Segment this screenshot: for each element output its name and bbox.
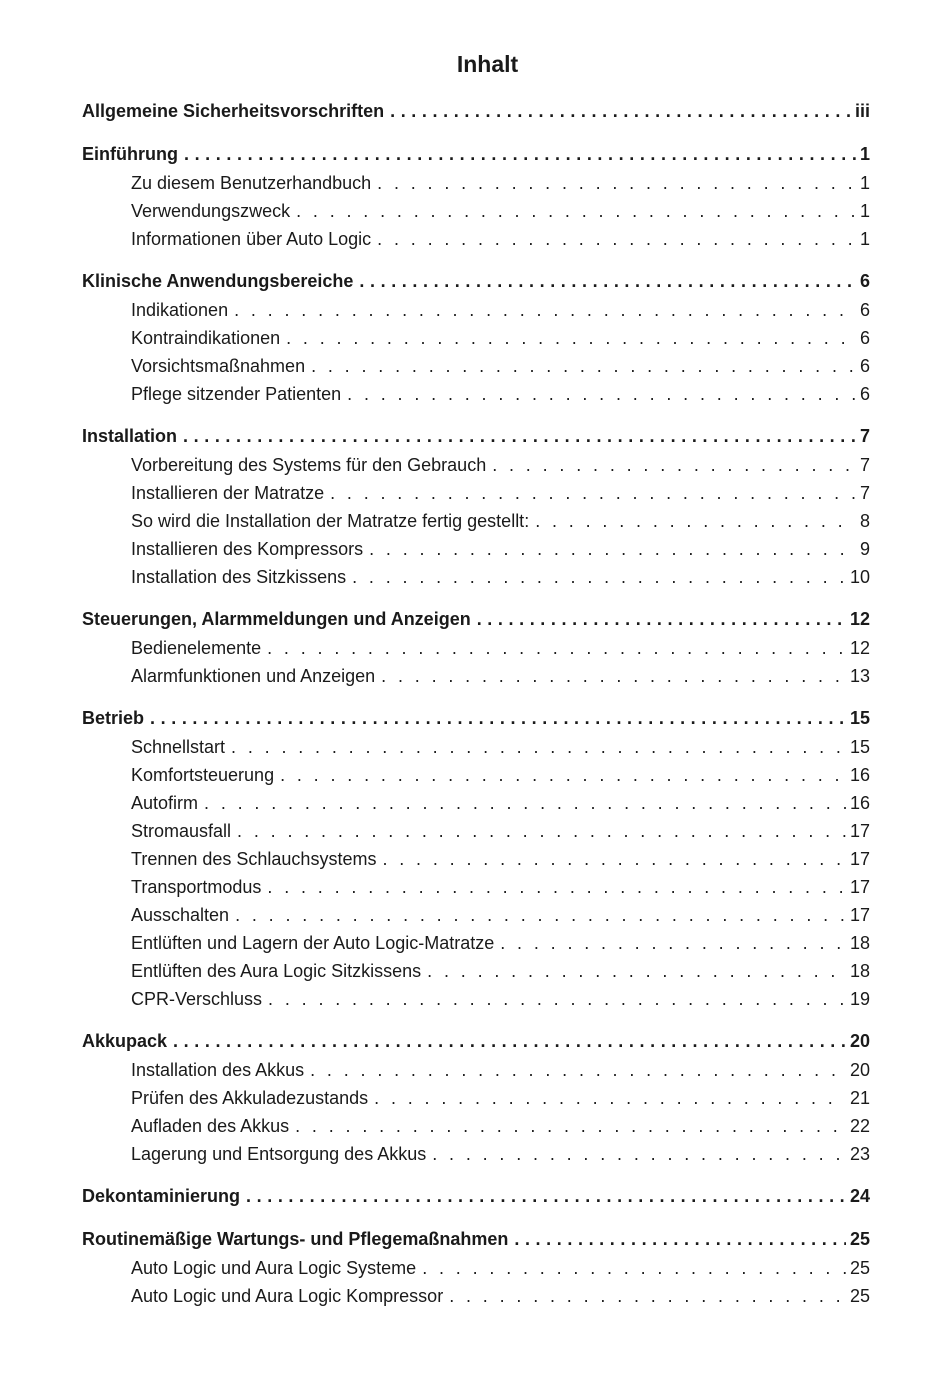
dot-leader <box>492 451 856 479</box>
toc-subsection-title: CPR-Verschluss <box>131 989 263 1009</box>
toc-subsection-title: Auto Logic und Aura Logic Systeme <box>131 1258 417 1278</box>
toc-chapter-title: Installation <box>82 426 178 446</box>
toc-page-number: 6 <box>859 356 870 376</box>
toc-subsection-title: Alarmfunktionen und Anzeigen <box>131 666 376 686</box>
toc-subsection-title: Pflege sitzender Patienten <box>131 384 342 404</box>
toc-entry-subsection[interactable] <box>82 563 870 591</box>
toc-entry-subsection[interactable] <box>82 225 870 253</box>
toc-entry-subsection[interactable] <box>82 789 870 817</box>
toc-chapter-title: Allgemeine Sicherheitsvorschriften <box>82 101 385 121</box>
dot-leader <box>296 197 856 225</box>
dot-leader <box>150 703 846 733</box>
toc-subsection-title: Trennen des Schlauchsystems <box>131 849 377 869</box>
toc-entry-subsection[interactable] <box>82 901 870 929</box>
toc-page-number: 1 <box>859 173 870 193</box>
toc-subsection-title: Stromausfall <box>131 821 232 841</box>
toc-entry-subsection[interactable] <box>82 479 870 507</box>
toc-page-number: 16 <box>849 765 870 785</box>
toc-page-number: 7 <box>859 455 870 475</box>
toc-subsection-title: Vorbereitung des Systems für den Gebrauch <box>131 455 487 475</box>
toc-entry-subsection[interactable] <box>82 817 870 845</box>
toc-subsection-title: Lagerung und Entsorgung des Akkus <box>131 1144 427 1164</box>
toc-chapter-title: Einführung <box>82 144 178 164</box>
toc-entry-subsection[interactable] <box>82 761 870 789</box>
toc-subsection-title: Entlüften und Lagern der Auto Logic-Matratze <box>131 933 495 953</box>
toc-page-number: 25 <box>849 1286 870 1306</box>
dot-leader <box>231 733 846 761</box>
toc-subsection-title: Kontraindikationen <box>131 328 281 348</box>
toc-entry-subsection[interactable] <box>82 507 870 535</box>
toc-subsection-title: Komfortsteuerung <box>131 765 275 785</box>
toc-section <box>82 604 870 690</box>
toc-entry-subsection[interactable] <box>82 957 870 985</box>
dot-leader <box>449 1282 846 1310</box>
toc-page-number: 17 <box>849 821 870 841</box>
toc-page-number: 1 <box>859 229 870 249</box>
toc-page-number: 20 <box>849 1060 870 1080</box>
toc-entry-chapter[interactable] <box>82 703 870 733</box>
dot-leader <box>369 535 856 563</box>
toc-page-number: 6 <box>859 271 870 291</box>
dot-leader <box>382 845 846 873</box>
toc-entry-subsection[interactable] <box>82 352 870 380</box>
toc-entry-subsection[interactable] <box>82 1084 870 1112</box>
toc-page-number: 15 <box>849 708 870 728</box>
toc-section <box>82 1026 870 1168</box>
toc-subsection-title: Prüfen des Akkuladezustands <box>131 1088 369 1108</box>
toc-subsection-title: Zu diesem Benutzerhandbuch <box>131 173 372 193</box>
dot-leader <box>500 929 846 957</box>
toc-entry-subsection[interactable] <box>82 197 870 225</box>
toc-entry-subsection[interactable] <box>82 985 870 1013</box>
toc-page-number: 6 <box>859 300 870 320</box>
toc-page-number: 10 <box>849 567 870 587</box>
toc-subsection-title: Vorsichtsmaßnahmen <box>131 356 306 376</box>
dot-leader <box>377 169 856 197</box>
dot-leader <box>377 225 856 253</box>
toc-entry-subsection[interactable] <box>82 662 870 690</box>
toc-page-number: 25 <box>849 1229 870 1249</box>
dot-leader <box>267 873 846 901</box>
toc-entry-chapter[interactable] <box>82 139 870 169</box>
table-of-contents <box>82 96 870 1310</box>
dot-leader <box>359 266 856 296</box>
toc-page-number: 17 <box>849 877 870 897</box>
toc-section <box>82 421 870 591</box>
toc-page-number: 16 <box>849 793 870 813</box>
toc-entry-subsection[interactable] <box>82 873 870 901</box>
toc-entry-subsection[interactable] <box>82 1056 870 1084</box>
toc-page-number: 6 <box>859 328 870 348</box>
toc-page-number: 7 <box>859 483 870 503</box>
toc-section <box>82 96 870 126</box>
toc-subsection-title: Bedienelemente <box>131 638 262 658</box>
toc-entry-chapter[interactable] <box>82 421 870 451</box>
toc-page-number: 6 <box>859 384 870 404</box>
dot-leader <box>330 479 856 507</box>
toc-subsection-title: Auto Logic und Aura Logic Kompressor <box>131 1286 444 1306</box>
toc-entry-subsection[interactable] <box>82 380 870 408</box>
toc-page-number: 12 <box>849 638 870 658</box>
toc-subsection-title: Indikationen <box>131 300 229 320</box>
toc-subsection-title: So wird die Installation der Matratze fertig gestellt: <box>131 511 530 531</box>
toc-page-number: 1 <box>859 144 870 164</box>
toc-page-number: 8 <box>859 511 870 531</box>
dot-leader <box>234 296 856 324</box>
dot-leader <box>295 1112 846 1140</box>
toc-section <box>82 139 870 253</box>
dot-leader <box>347 380 856 408</box>
toc-chapter-title: Akkupack <box>82 1031 168 1051</box>
toc-subsection-title: Ausschalten <box>131 905 230 925</box>
toc-entry-subsection[interactable] <box>82 845 870 873</box>
toc-page-number: iii <box>854 101 870 121</box>
dot-leader <box>427 957 846 985</box>
toc-chapter-title: Dekontaminierung <box>82 1186 241 1206</box>
toc-subsection-title: Entlüften des Aura Logic Sitzkissens <box>131 961 422 981</box>
dot-leader <box>183 421 856 451</box>
toc-subsection-title: Autofirm <box>131 793 199 813</box>
toc-subsection-title: Installieren der Matratze <box>131 483 325 503</box>
toc-page-number: 25 <box>849 1258 870 1278</box>
toc-page-number: 21 <box>849 1088 870 1108</box>
dot-leader <box>477 604 846 634</box>
toc-section <box>82 1181 870 1211</box>
toc-entry-subsection[interactable] <box>82 929 870 957</box>
toc-chapter-title: Betrieb <box>82 708 145 728</box>
toc-subsection-title: Installation des Akkus <box>131 1060 305 1080</box>
toc-entry-chapter[interactable] <box>82 1026 870 1056</box>
toc-chapter-title: Steuerungen, Alarmmeldungen und Anzeigen <box>82 609 471 629</box>
dot-leader <box>514 1224 846 1254</box>
toc-page-number: 7 <box>859 426 870 446</box>
toc-entry-subsection[interactable] <box>82 634 870 662</box>
toc-chapter-title: Klinische Anwendungsbereiche <box>82 271 354 291</box>
toc-page-number: 15 <box>849 737 870 757</box>
toc-entry-subsection[interactable] <box>82 324 870 352</box>
toc-entry-subsection[interactable] <box>82 1282 870 1310</box>
dot-leader <box>374 1084 846 1112</box>
dot-leader <box>173 1026 846 1056</box>
dot-leader <box>280 761 846 789</box>
toc-page-number: 17 <box>849 849 870 869</box>
dot-leader <box>204 789 846 817</box>
dot-leader <box>390 96 851 126</box>
toc-entry-chapter[interactable] <box>82 96 870 126</box>
toc-chapter-title: Routinemäßige Wartungs- und Pflegemaßnahmen <box>82 1229 509 1249</box>
toc-subsection-title: Installation des Sitzkissens <box>131 567 347 587</box>
dot-leader <box>352 563 846 591</box>
toc-entry-chapter[interactable] <box>82 1224 870 1254</box>
toc-entry-subsection[interactable] <box>82 451 870 479</box>
toc-entry-chapter[interactable] <box>82 1181 870 1211</box>
dot-leader <box>432 1140 846 1168</box>
toc-page-number: 20 <box>849 1031 870 1051</box>
dot-leader <box>237 817 846 845</box>
toc-entry-chapter[interactable] <box>82 266 870 296</box>
dot-leader <box>235 901 846 929</box>
toc-subsection-title: Verwendungszweck <box>131 201 291 221</box>
toc-page-number: 23 <box>849 1144 870 1164</box>
toc-section <box>82 703 870 1013</box>
toc-page-number: 9 <box>859 539 870 559</box>
toc-subsection-title: Installieren des Kompressors <box>131 539 364 559</box>
dot-leader <box>286 324 856 352</box>
dot-leader <box>422 1254 846 1282</box>
toc-entry-chapter[interactable] <box>82 604 870 634</box>
dot-leader <box>184 139 856 169</box>
toc-page-number: 1 <box>859 201 870 221</box>
toc-subsection-title: Schnellstart <box>131 737 226 757</box>
toc-page-number: 24 <box>849 1186 870 1206</box>
page-title: Inhalt <box>456 51 519 77</box>
toc-entry-subsection[interactable] <box>82 733 870 761</box>
toc-page-number: 19 <box>849 989 870 1009</box>
toc-subsection-title: Informationen über Auto Logic <box>131 229 372 249</box>
dot-leader <box>310 1056 846 1084</box>
toc-section <box>82 266 870 408</box>
toc-entry-subsection[interactable] <box>82 1140 870 1168</box>
toc-entry-subsection[interactable] <box>82 1112 870 1140</box>
toc-section <box>82 1224 870 1310</box>
toc-page-number: 18 <box>849 961 870 981</box>
toc-entry-subsection[interactable] <box>82 1254 870 1282</box>
dot-leader <box>246 1181 846 1211</box>
toc-page-number: 22 <box>849 1116 870 1136</box>
toc-entry-subsection[interactable] <box>82 535 870 563</box>
toc-page-number: 13 <box>849 666 870 686</box>
dot-leader <box>535 507 856 535</box>
toc-subsection-title: Transportmodus <box>131 877 262 897</box>
toc-page-number: 12 <box>849 609 870 629</box>
toc-entry-subsection[interactable] <box>82 169 870 197</box>
toc-entry-subsection[interactable] <box>82 296 870 324</box>
toc-subsection-title: Aufladen des Akkus <box>131 1116 290 1136</box>
dot-leader <box>311 352 856 380</box>
dot-leader <box>381 662 846 690</box>
toc-page-number: 17 <box>849 905 870 925</box>
toc-page-number: 18 <box>849 933 870 953</box>
dot-leader <box>268 985 846 1013</box>
dot-leader <box>267 634 846 662</box>
